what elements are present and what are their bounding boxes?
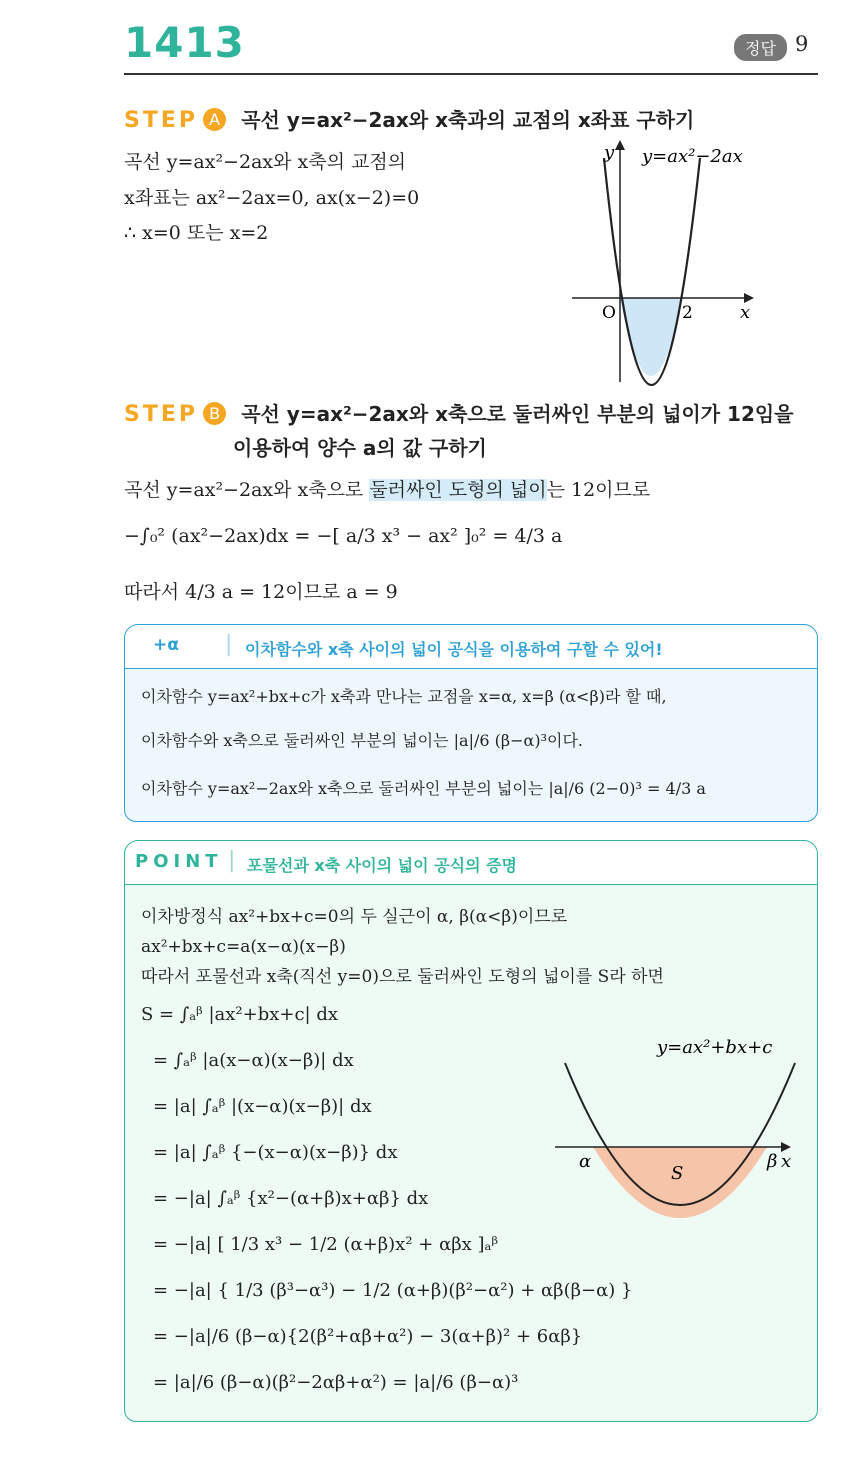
alpha-box-header [124, 624, 818, 669]
step-b-highlight: 둘러싸인 도형의 넓이 [369, 479, 547, 501]
step-a-line-1: 곡선 y=ax²−2ax와 x축의 교점의 [124, 151, 407, 173]
step-a-circle: A [203, 108, 226, 131]
point-line-2: ax²+bx+c=a(x−α)(x−β) [141, 937, 346, 957]
area-label: S [671, 1163, 684, 1184]
step-a-label: STEP [124, 108, 199, 133]
proof-eq-8: = −|a|/6 (β−α){2(β²+αβ+α²) − 3(α+β)² + 6αβ} [153, 1326, 583, 1347]
y-axis-label: y [604, 142, 615, 163]
alpha-line-1: 이차함수 y=ax²+bx+c가 x축과 만나는 교점을 x=α, x=β (α<β)라 할 때, [141, 687, 667, 706]
alpha-tip-box [124, 624, 818, 821]
answer-value: 9 [795, 32, 809, 56]
point-title: 포물선과 x축 사이의 넓이 공식의 증명 [247, 856, 518, 875]
proof-eq-3: = |a| ∫ₐᵝ |(x−α)(x−β)| dx [153, 1096, 372, 1117]
step-b-label: STEP [124, 402, 199, 427]
proof-eq-1: S = ∫ₐᵝ |ax²+bx+c| dx [141, 1004, 338, 1025]
alpha-label: α [579, 1151, 592, 1172]
root-label: 2 [682, 303, 693, 323]
alpha-tag: +α [153, 635, 179, 655]
curve-label: y=ax²+bx+c [657, 1037, 773, 1058]
header-divider [124, 73, 818, 75]
point-box-header [124, 840, 818, 885]
step-b-line-1-pre: 곡선 y=ax²−2ax와 x축으로 [124, 479, 370, 501]
step-b-line-1-post: 는 12이므로 [546, 479, 651, 501]
step-b-circle: B [203, 402, 226, 425]
point-box-body [124, 884, 818, 1422]
step-b-heading [124, 398, 794, 427]
alpha-line-2: 이차함수와 x축으로 둘러싸인 부분의 넓이는 |a|/6 (β−α)³이다. [141, 731, 583, 750]
beta-label: β [767, 1151, 778, 1172]
x-axis-label: x [781, 1151, 792, 1172]
proof-eq-4: = |a| ∫ₐᵝ {−(x−α)(x−β)} dx [153, 1142, 398, 1163]
step-a-graph [560, 138, 820, 388]
proof-eq-6: = −|a| [ 1/3 x³ − 1/2 (α+β)x² + αβx ]ₐᵝ [153, 1234, 499, 1255]
step-b-integral: −∫₀² (ax²−2ax)dx = −[ a/3 x³ − ax² ]₀² = 4/3 a [124, 525, 563, 547]
point-line-1: 이차방정식 ax²+bx+c=0의 두 실근이 α, β(α<β)이므로 [141, 907, 568, 927]
step-b-conclusion: 따라서 4/3 a = 12이므로 a = 9 [124, 581, 398, 603]
y-axis-arrow-icon [615, 140, 625, 150]
x-axis-label: x [740, 302, 751, 323]
proof-eq-9: = |a|/6 (β−α)(β²−2αβ+α²) = |a|/6 (β−α)³ [153, 1372, 519, 1393]
curve-label: y=ax²−2ax [642, 146, 743, 167]
proof-eq-2: = ∫ₐᵝ |a(x−α)(x−β)| dx [153, 1050, 354, 1071]
point-separator: | [228, 848, 236, 873]
alpha-title: 이차함수와 x축 사이의 넓이 공식을 이용하여 구할 수 있어! [245, 640, 663, 659]
step-b-line-1 [124, 476, 650, 504]
step-b-title-2: 이용하여 양수 a의 값 구하기 [233, 436, 487, 460]
step-a-heading [124, 104, 694, 133]
step-b-title-1: 곡선 y=ax²−2ax와 x축으로 둘러싸인 부분의 넓이가 12임을 [241, 402, 794, 426]
problem-number: 1413 [124, 18, 245, 67]
point-graph [545, 1033, 817, 1233]
alpha-box-body [124, 668, 818, 822]
answer-badge: 정답 [734, 34, 787, 61]
alpha-separator: | [225, 632, 233, 657]
step-a-line-2: x좌표는 ax²−2ax=0, ax(x−2)=0 [124, 187, 420, 209]
step-a-line-3: ∴ x=0 또는 x=2 [124, 222, 269, 244]
point-box [124, 840, 818, 1422]
proof-eq-5: = −|a| ∫ₐᵝ {x²−(α+β)x+αβ} dx [153, 1188, 429, 1209]
step-a-title: 곡선 y=ax²−2ax와 x축과의 교점의 x좌표 구하기 [241, 108, 695, 132]
alpha-line-3: 이차함수 y=ax²−2ax와 x축으로 둘러싸인 부분의 넓이는 |a|/6 (2−0)³ = 4/3 a [141, 779, 706, 798]
point-line-3: 따라서 포물선과 x축(직선 y=0)으로 둘러싸인 도형의 넓이를 S라 하면 [141, 967, 664, 987]
point-tag: POINT [135, 851, 223, 872]
proof-eq-7: = −|a| { 1/3 (β³−α³) − 1/2 (α+β)(β²−α²) + αβ(β−α) } [153, 1280, 633, 1301]
origin-label: O [602, 303, 616, 323]
